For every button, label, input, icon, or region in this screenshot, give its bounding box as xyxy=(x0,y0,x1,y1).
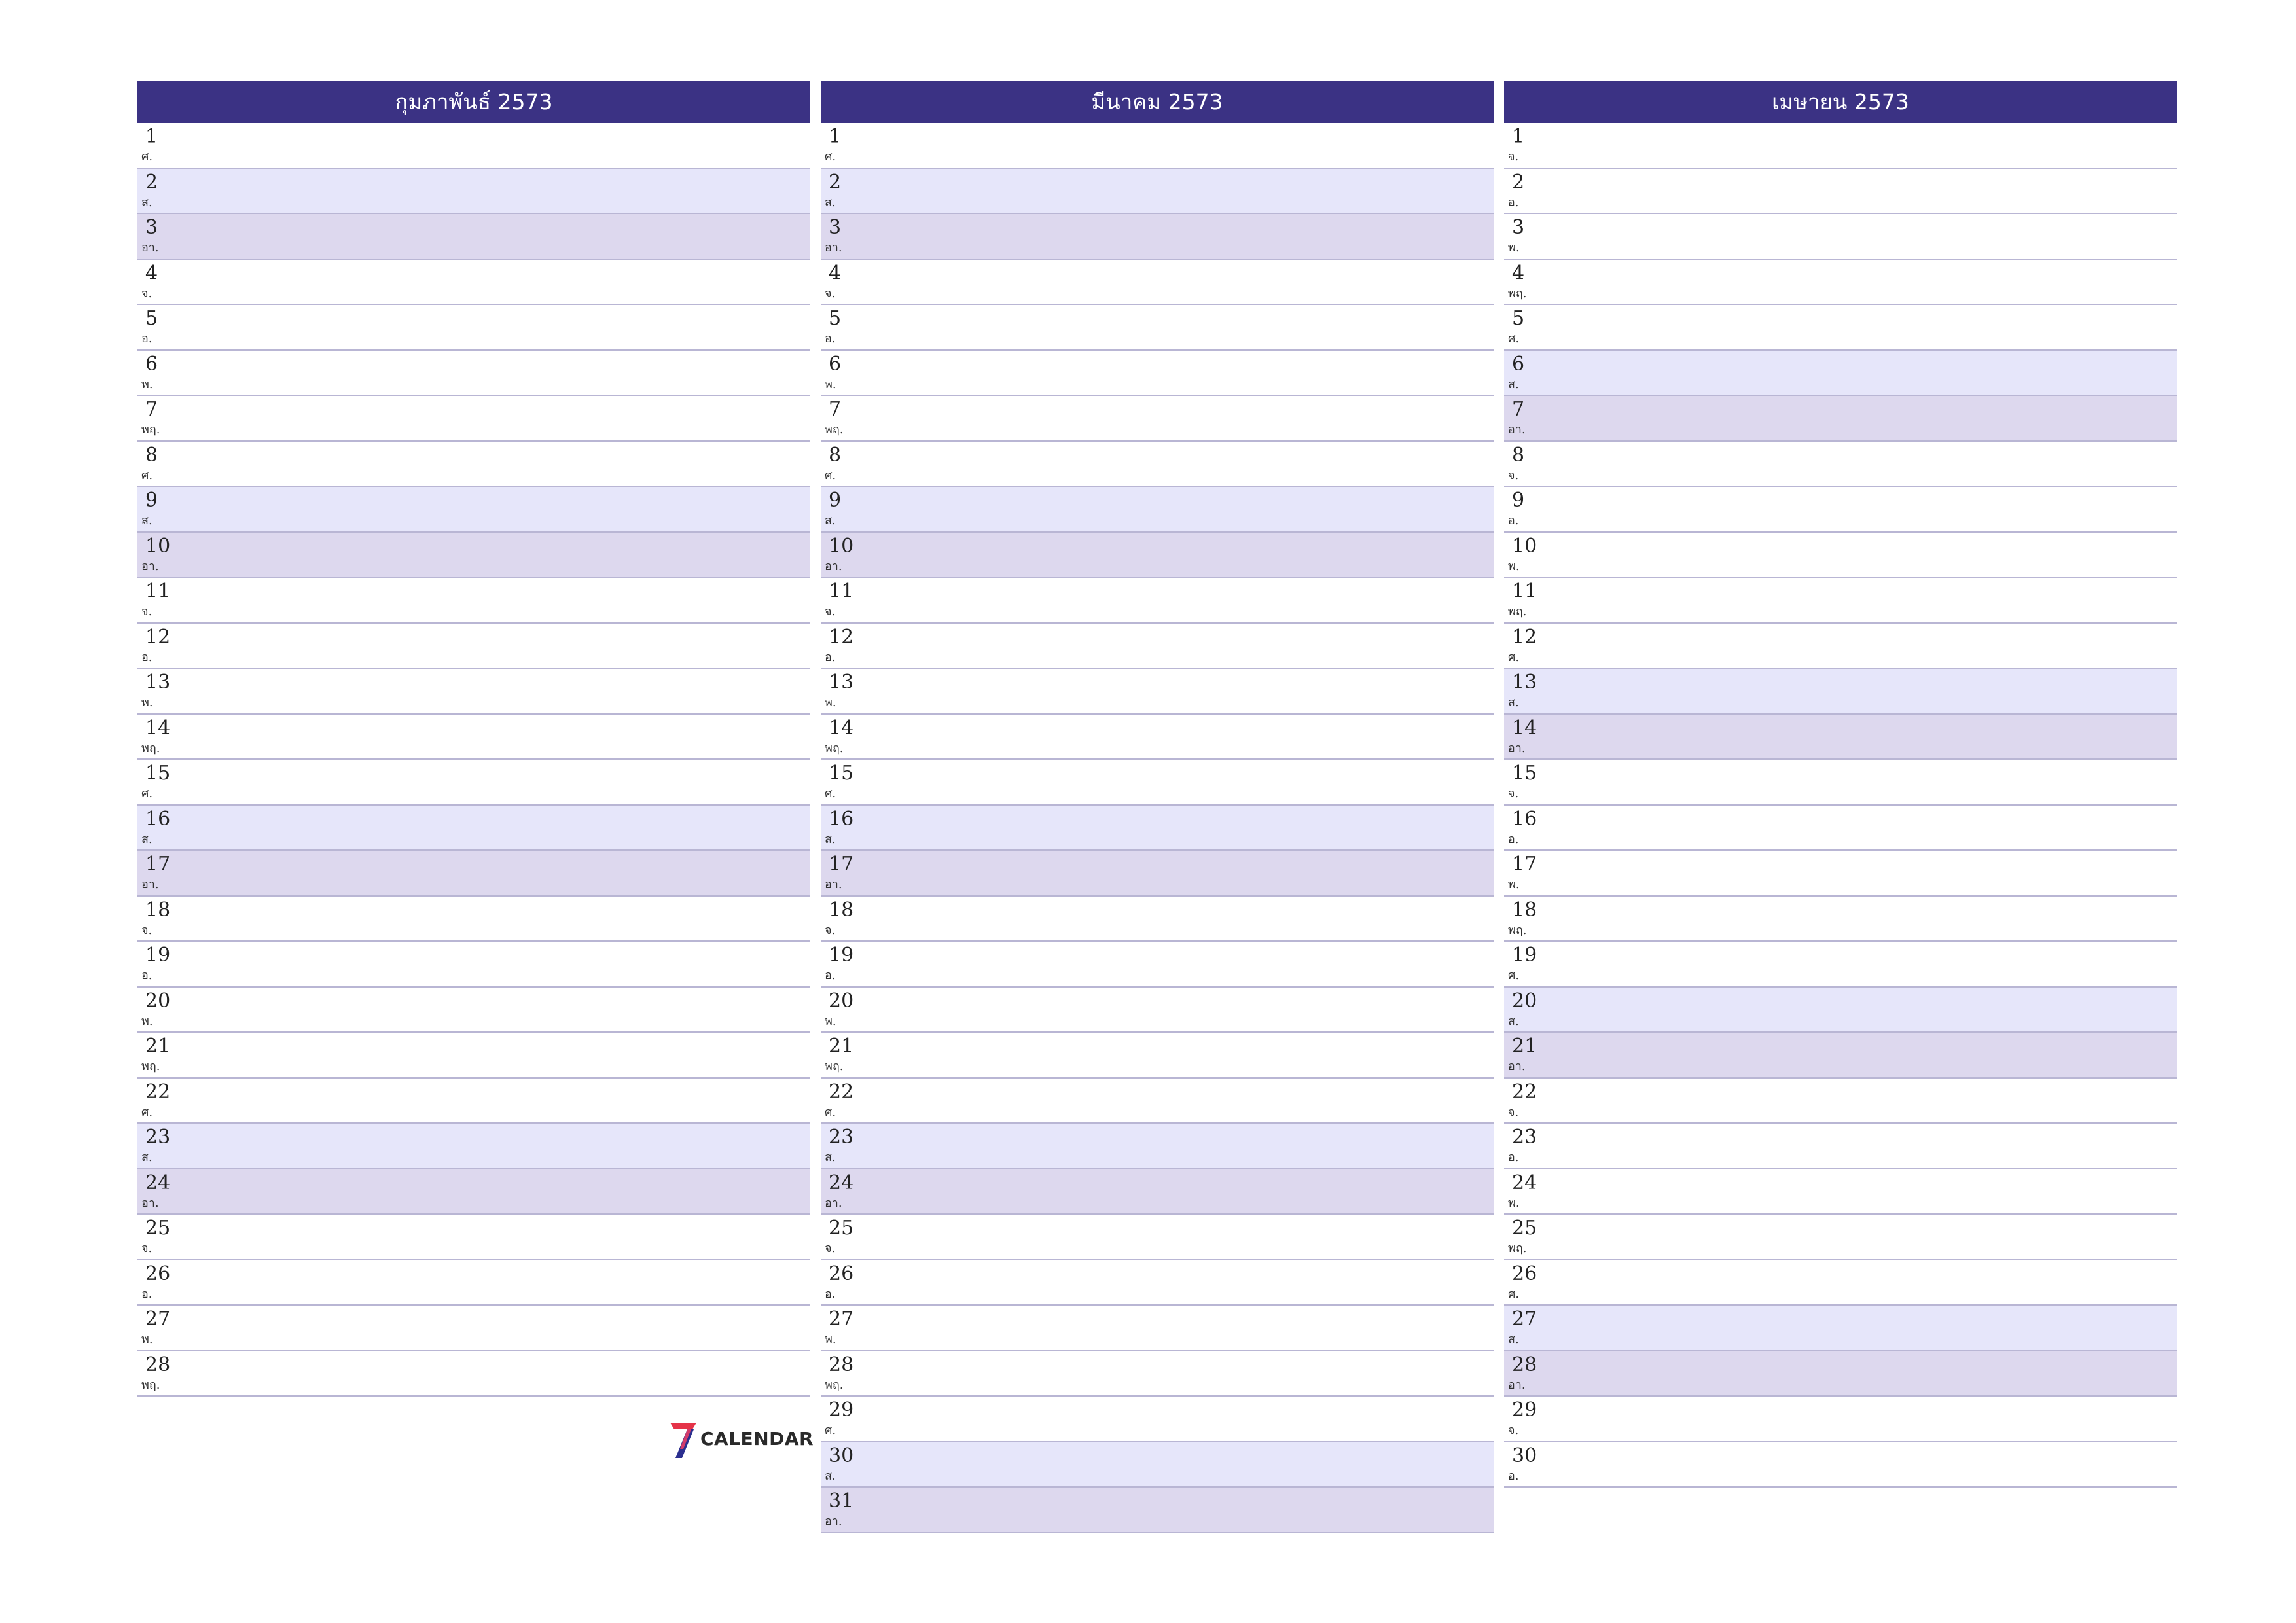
day-row[interactable] xyxy=(1504,1033,2177,1079)
weekday-label: ศ. xyxy=(1508,969,1520,982)
day-number: 23 xyxy=(829,1126,854,1149)
day-number: 1 xyxy=(1512,125,1525,148)
day-number: 20 xyxy=(1512,989,1537,1012)
day-row[interactable] xyxy=(1504,351,2177,397)
weekday-label: ศ. xyxy=(825,1423,836,1437)
weekday-label: พ. xyxy=(825,377,836,391)
weekday-label: จ. xyxy=(1508,1423,1519,1437)
day-number: 8 xyxy=(829,443,842,467)
day-row[interactable] xyxy=(137,1124,810,1169)
day-row[interactable] xyxy=(821,123,1494,169)
weekday-label: ส. xyxy=(141,195,152,209)
day-row[interactable] xyxy=(137,169,810,215)
weekday-label: อา. xyxy=(825,878,842,891)
weekday-label: อา. xyxy=(141,878,159,891)
weekday-label: ส. xyxy=(825,832,836,846)
day-number: 28 xyxy=(1512,1353,1537,1376)
weekday-label: ส. xyxy=(1508,1014,1519,1028)
day-row[interactable] xyxy=(137,214,810,260)
weekday-label: อ. xyxy=(141,969,152,982)
day-number: 7 xyxy=(829,398,842,421)
day-number: 8 xyxy=(1512,443,1525,467)
weekday-label: ศ. xyxy=(825,787,836,800)
day-number: 24 xyxy=(145,1171,171,1194)
day-row[interactable] xyxy=(1504,1169,2177,1215)
day-row[interactable] xyxy=(821,1351,1494,1397)
day-row[interactable] xyxy=(1504,1442,2177,1488)
day-row[interactable] xyxy=(137,806,810,851)
day-row[interactable] xyxy=(821,1124,1494,1169)
day-number: 6 xyxy=(829,352,842,376)
day-row[interactable] xyxy=(821,533,1494,579)
day-number: 29 xyxy=(829,1399,854,1421)
day-list xyxy=(137,123,810,1397)
day-row[interactable] xyxy=(821,988,1494,1033)
day-number: 21 xyxy=(1512,1035,1537,1058)
day-number: 27 xyxy=(829,1308,854,1330)
day-row[interactable] xyxy=(1504,624,2177,669)
weekday-label: จ. xyxy=(1508,468,1519,482)
day-row[interactable] xyxy=(137,442,810,488)
day-number: 3 xyxy=(1512,216,1525,239)
weekday-label: อ. xyxy=(825,969,836,982)
day-row[interactable] xyxy=(1504,396,2177,442)
weekday-label: พ. xyxy=(825,1014,836,1028)
weekday-label: พ. xyxy=(825,696,836,709)
weekday-label: อ. xyxy=(141,650,152,664)
day-number: 16 xyxy=(145,807,171,830)
weekday-label: พ. xyxy=(1508,878,1520,891)
day-row[interactable] xyxy=(821,1169,1494,1215)
day-row[interactable] xyxy=(137,578,810,624)
day-number: 1 xyxy=(829,125,842,148)
day-row[interactable] xyxy=(137,487,810,533)
day-row[interactable] xyxy=(1504,1351,2177,1397)
weekday-label: จ. xyxy=(825,286,836,300)
day-number: 15 xyxy=(829,762,854,785)
day-number: 11 xyxy=(145,580,171,603)
day-number: 29 xyxy=(1512,1399,1537,1421)
weekday-label: อ. xyxy=(1508,514,1519,527)
day-number: 3 xyxy=(829,216,842,239)
day-number: 7 xyxy=(1512,398,1525,421)
day-number: 24 xyxy=(1512,1171,1537,1194)
weekday-label: จ. xyxy=(141,1241,152,1255)
day-row[interactable] xyxy=(1504,442,2177,488)
day-row[interactable] xyxy=(821,305,1494,351)
day-number: 21 xyxy=(829,1035,854,1058)
weekday-label: พฤ. xyxy=(1508,923,1527,937)
weekday-label: อ. xyxy=(1508,1150,1519,1164)
day-row[interactable] xyxy=(821,1260,1494,1306)
day-number: 6 xyxy=(1512,352,1525,376)
day-row[interactable] xyxy=(1504,533,2177,579)
day-number: 4 xyxy=(829,261,842,285)
weekday-label: พ. xyxy=(825,1332,836,1346)
day-row[interactable] xyxy=(821,942,1494,988)
weekday-label: อา. xyxy=(141,559,159,573)
day-row[interactable] xyxy=(821,760,1494,806)
day-row[interactable] xyxy=(1504,806,2177,851)
day-number: 13 xyxy=(145,671,171,694)
day-number: 23 xyxy=(145,1126,171,1149)
day-row[interactable] xyxy=(137,260,810,306)
weekday-label: ส. xyxy=(1508,377,1519,391)
weekday-label: พฤ. xyxy=(825,741,844,755)
day-row[interactable] xyxy=(821,487,1494,533)
month-column-february xyxy=(137,81,810,1397)
weekday-label: พฤ. xyxy=(141,423,160,437)
weekday-label: พฤ. xyxy=(825,1378,844,1392)
day-number: 27 xyxy=(1512,1308,1537,1330)
day-number: 10 xyxy=(145,534,171,558)
weekday-label: อ. xyxy=(1508,195,1519,209)
weekday-label: ศ. xyxy=(825,1105,836,1119)
day-row[interactable] xyxy=(821,260,1494,306)
day-row[interactable] xyxy=(821,169,1494,215)
day-number: 12 xyxy=(829,625,854,649)
day-number: 21 xyxy=(145,1035,171,1058)
day-row[interactable] xyxy=(137,1169,810,1215)
day-number: 25 xyxy=(145,1217,171,1240)
day-number: 12 xyxy=(1512,625,1537,649)
day-row[interactable] xyxy=(821,214,1494,260)
day-number: 20 xyxy=(829,989,854,1012)
day-row[interactable] xyxy=(137,305,810,351)
day-number: 4 xyxy=(145,261,158,285)
weekday-label: ส. xyxy=(1508,1332,1519,1346)
day-row[interactable] xyxy=(821,1442,1494,1488)
day-number: 1 xyxy=(145,125,158,148)
day-row[interactable] xyxy=(137,897,810,942)
day-row[interactable] xyxy=(137,715,810,760)
weekday-label: อา. xyxy=(1508,1060,1526,1073)
day-number: 2 xyxy=(1512,170,1525,194)
day-number: 2 xyxy=(145,170,158,194)
day-number: 25 xyxy=(1512,1217,1537,1240)
day-number: 10 xyxy=(1512,534,1537,558)
day-list xyxy=(1504,123,2177,1488)
day-row[interactable] xyxy=(1504,988,2177,1033)
day-row[interactable] xyxy=(137,851,810,897)
day-row[interactable] xyxy=(137,988,810,1033)
day-number: 4 xyxy=(1512,261,1525,285)
weekday-label: อา. xyxy=(825,559,842,573)
weekday-label: พฤ. xyxy=(1508,605,1527,618)
day-number: 11 xyxy=(1512,580,1537,603)
day-row[interactable] xyxy=(821,851,1494,897)
day-number: 15 xyxy=(145,762,171,785)
day-number: 7 xyxy=(145,398,158,421)
day-row[interactable] xyxy=(821,669,1494,715)
day-number: 6 xyxy=(145,352,158,376)
day-row[interactable] xyxy=(821,351,1494,397)
day-row[interactable] xyxy=(137,1079,810,1124)
seven-logo-icon xyxy=(668,1420,698,1459)
day-number: 11 xyxy=(829,580,854,603)
day-number: 22 xyxy=(829,1080,854,1103)
day-number: 19 xyxy=(1512,944,1537,967)
weekday-label: พ. xyxy=(1508,1196,1520,1210)
logo-text: CALENDAR xyxy=(700,1428,814,1450)
weekday-label: พฤ. xyxy=(825,1060,844,1073)
day-number: 20 xyxy=(145,989,171,1012)
weekday-label: ศ. xyxy=(141,150,153,164)
weekday-label: ส. xyxy=(825,1150,836,1164)
weekday-label: พฤ. xyxy=(141,1060,160,1073)
weekday-label: ศ. xyxy=(1508,1287,1520,1301)
weekday-label: อ. xyxy=(1508,1469,1519,1483)
day-number: 17 xyxy=(829,853,854,876)
day-row[interactable] xyxy=(1504,851,2177,897)
day-row[interactable] xyxy=(1504,760,2177,806)
weekday-label: ศ. xyxy=(1508,332,1520,346)
weekday-label: อา. xyxy=(1508,1378,1526,1392)
weekday-label: ส. xyxy=(825,514,836,527)
weekday-label: พฤ. xyxy=(1508,1241,1527,1255)
day-row[interactable] xyxy=(821,1306,1494,1351)
month-column-march xyxy=(821,81,1494,1533)
day-number: 18 xyxy=(145,898,171,921)
month-title: มีนาคม 2573 xyxy=(821,81,1494,123)
day-row[interactable] xyxy=(1504,1215,2177,1260)
weekday-label: พ. xyxy=(1508,559,1520,573)
weekday-label: ศ. xyxy=(825,468,836,482)
day-row[interactable] xyxy=(821,897,1494,942)
day-row[interactable] xyxy=(1504,1079,2177,1124)
month-column-april xyxy=(1504,81,2177,1488)
day-number: 9 xyxy=(1512,489,1525,512)
day-row[interactable] xyxy=(137,1351,810,1397)
day-row[interactable] xyxy=(137,1306,810,1351)
day-row[interactable] xyxy=(137,624,810,669)
day-row[interactable] xyxy=(1504,123,2177,169)
day-row[interactable] xyxy=(1504,1306,2177,1351)
day-number: 2 xyxy=(829,170,842,194)
weekday-label: ส. xyxy=(141,1150,152,1164)
day-number: 23 xyxy=(1512,1126,1537,1149)
weekday-label: พฤ. xyxy=(1508,286,1527,300)
weekday-label: ส. xyxy=(825,195,836,209)
day-number: 17 xyxy=(145,853,171,876)
day-number: 22 xyxy=(145,1080,171,1103)
day-row[interactable] xyxy=(137,1215,810,1260)
weekday-label: อา. xyxy=(825,1196,842,1210)
weekday-label: ศ. xyxy=(825,150,836,164)
day-number: 19 xyxy=(145,944,171,967)
day-row[interactable] xyxy=(821,1397,1494,1442)
weekday-label: อา. xyxy=(141,241,159,255)
day-number: 25 xyxy=(829,1217,854,1240)
weekday-label: จ. xyxy=(825,605,836,618)
day-row[interactable] xyxy=(137,942,810,988)
weekday-label: ส. xyxy=(141,514,152,527)
weekday-label: จ. xyxy=(1508,150,1519,164)
day-number: 30 xyxy=(829,1444,854,1467)
day-number: 26 xyxy=(829,1262,854,1285)
day-number: 31 xyxy=(829,1489,854,1512)
day-number: 30 xyxy=(1512,1444,1537,1467)
month-title: กุมภาพันธ์ 2573 xyxy=(137,81,810,123)
day-number: 8 xyxy=(145,443,158,467)
day-number: 17 xyxy=(1512,853,1537,876)
day-row[interactable] xyxy=(821,1488,1494,1533)
day-row[interactable] xyxy=(821,1033,1494,1079)
weekday-label: อ. xyxy=(1508,832,1519,846)
day-number: 5 xyxy=(145,307,158,330)
weekday-label: อา. xyxy=(825,241,842,255)
day-row[interactable] xyxy=(1504,260,2177,306)
day-number: 13 xyxy=(1512,671,1537,694)
day-row[interactable] xyxy=(1504,578,2177,624)
day-row[interactable] xyxy=(1504,897,2177,942)
day-row[interactable] xyxy=(137,351,810,397)
weekday-label: พฤ. xyxy=(141,1378,160,1392)
weekday-label: พ. xyxy=(1508,241,1520,255)
day-number: 14 xyxy=(1512,716,1537,740)
day-number: 26 xyxy=(145,1262,171,1285)
day-row[interactable] xyxy=(821,624,1494,669)
day-row[interactable] xyxy=(821,1215,1494,1260)
brand-logo xyxy=(668,1420,814,1459)
weekday-label: จ. xyxy=(825,1241,836,1255)
day-number: 19 xyxy=(829,944,854,967)
weekday-label: อ. xyxy=(141,332,152,346)
weekday-label: อ. xyxy=(141,1287,152,1301)
day-row[interactable] xyxy=(1504,169,2177,215)
day-row[interactable] xyxy=(137,396,810,442)
month-title: เมษายน 2573 xyxy=(1504,81,2177,123)
day-number: 10 xyxy=(829,534,854,558)
day-number: 28 xyxy=(829,1353,854,1376)
weekday-label: อ. xyxy=(825,650,836,664)
day-row[interactable] xyxy=(137,669,810,715)
day-row[interactable] xyxy=(137,760,810,806)
day-row[interactable] xyxy=(1504,214,2177,260)
weekday-label: ส. xyxy=(1508,696,1519,709)
day-row[interactable] xyxy=(1504,305,2177,351)
day-number: 16 xyxy=(1512,807,1537,830)
day-number: 5 xyxy=(1512,307,1525,330)
weekday-label: พ. xyxy=(141,1014,153,1028)
day-row[interactable] xyxy=(137,1033,810,1079)
day-row[interactable] xyxy=(1504,1260,2177,1306)
weekday-label: อา. xyxy=(825,1514,842,1528)
day-row[interactable] xyxy=(137,1260,810,1306)
weekday-label: ศ. xyxy=(141,468,153,482)
day-number: 27 xyxy=(145,1308,171,1330)
weekday-label: จ. xyxy=(1508,787,1519,800)
weekday-label: ศ. xyxy=(141,1105,153,1119)
day-number: 18 xyxy=(829,898,854,921)
day-number: 5 xyxy=(829,307,842,330)
weekday-label: อ. xyxy=(825,1287,836,1301)
day-row[interactable] xyxy=(821,806,1494,851)
day-row[interactable] xyxy=(821,396,1494,442)
weekday-label: พ. xyxy=(141,377,153,391)
day-number: 22 xyxy=(1512,1080,1537,1103)
day-number: 9 xyxy=(145,489,158,512)
weekday-label: พฤ. xyxy=(825,423,844,437)
day-number: 26 xyxy=(1512,1262,1537,1285)
day-row[interactable] xyxy=(137,533,810,579)
weekday-label: พ. xyxy=(141,696,153,709)
day-row[interactable] xyxy=(821,715,1494,760)
day-row[interactable] xyxy=(1504,487,2177,533)
day-row[interactable] xyxy=(1504,1124,2177,1169)
weekday-label: พ. xyxy=(141,1332,153,1346)
day-number: 3 xyxy=(145,216,158,239)
weekday-label: จ. xyxy=(141,605,152,618)
day-row[interactable] xyxy=(1504,942,2177,988)
day-row[interactable] xyxy=(821,1079,1494,1124)
day-row[interactable] xyxy=(1504,669,2177,715)
day-row[interactable] xyxy=(137,123,810,169)
day-number: 16 xyxy=(829,807,854,830)
day-row[interactable] xyxy=(1504,715,2177,760)
weekday-label: จ. xyxy=(1508,1105,1519,1119)
weekday-label: จ. xyxy=(825,923,836,937)
weekday-label: อา. xyxy=(1508,423,1526,437)
day-row[interactable] xyxy=(821,578,1494,624)
day-row[interactable] xyxy=(1504,1397,2177,1442)
day-number: 9 xyxy=(829,489,842,512)
weekday-label: จ. xyxy=(141,286,152,300)
day-number: 15 xyxy=(1512,762,1537,785)
weekday-label: ส. xyxy=(141,832,152,846)
weekday-label: ส. xyxy=(825,1469,836,1483)
day-row[interactable] xyxy=(821,442,1494,488)
day-number: 14 xyxy=(145,716,171,740)
day-number: 24 xyxy=(829,1171,854,1194)
day-number: 18 xyxy=(1512,898,1537,921)
weekday-label: ศ. xyxy=(141,787,153,800)
day-number: 12 xyxy=(145,625,171,649)
day-list xyxy=(821,123,1494,1533)
weekday-label: อ. xyxy=(825,332,836,346)
weekday-label: อา. xyxy=(1508,741,1526,755)
day-number: 13 xyxy=(829,671,854,694)
weekday-label: อา. xyxy=(141,1196,159,1210)
weekday-label: จ. xyxy=(141,923,152,937)
day-number: 28 xyxy=(145,1353,171,1376)
weekday-label: พฤ. xyxy=(141,741,160,755)
day-number: 14 xyxy=(829,716,854,740)
weekday-label: ศ. xyxy=(1508,650,1520,664)
